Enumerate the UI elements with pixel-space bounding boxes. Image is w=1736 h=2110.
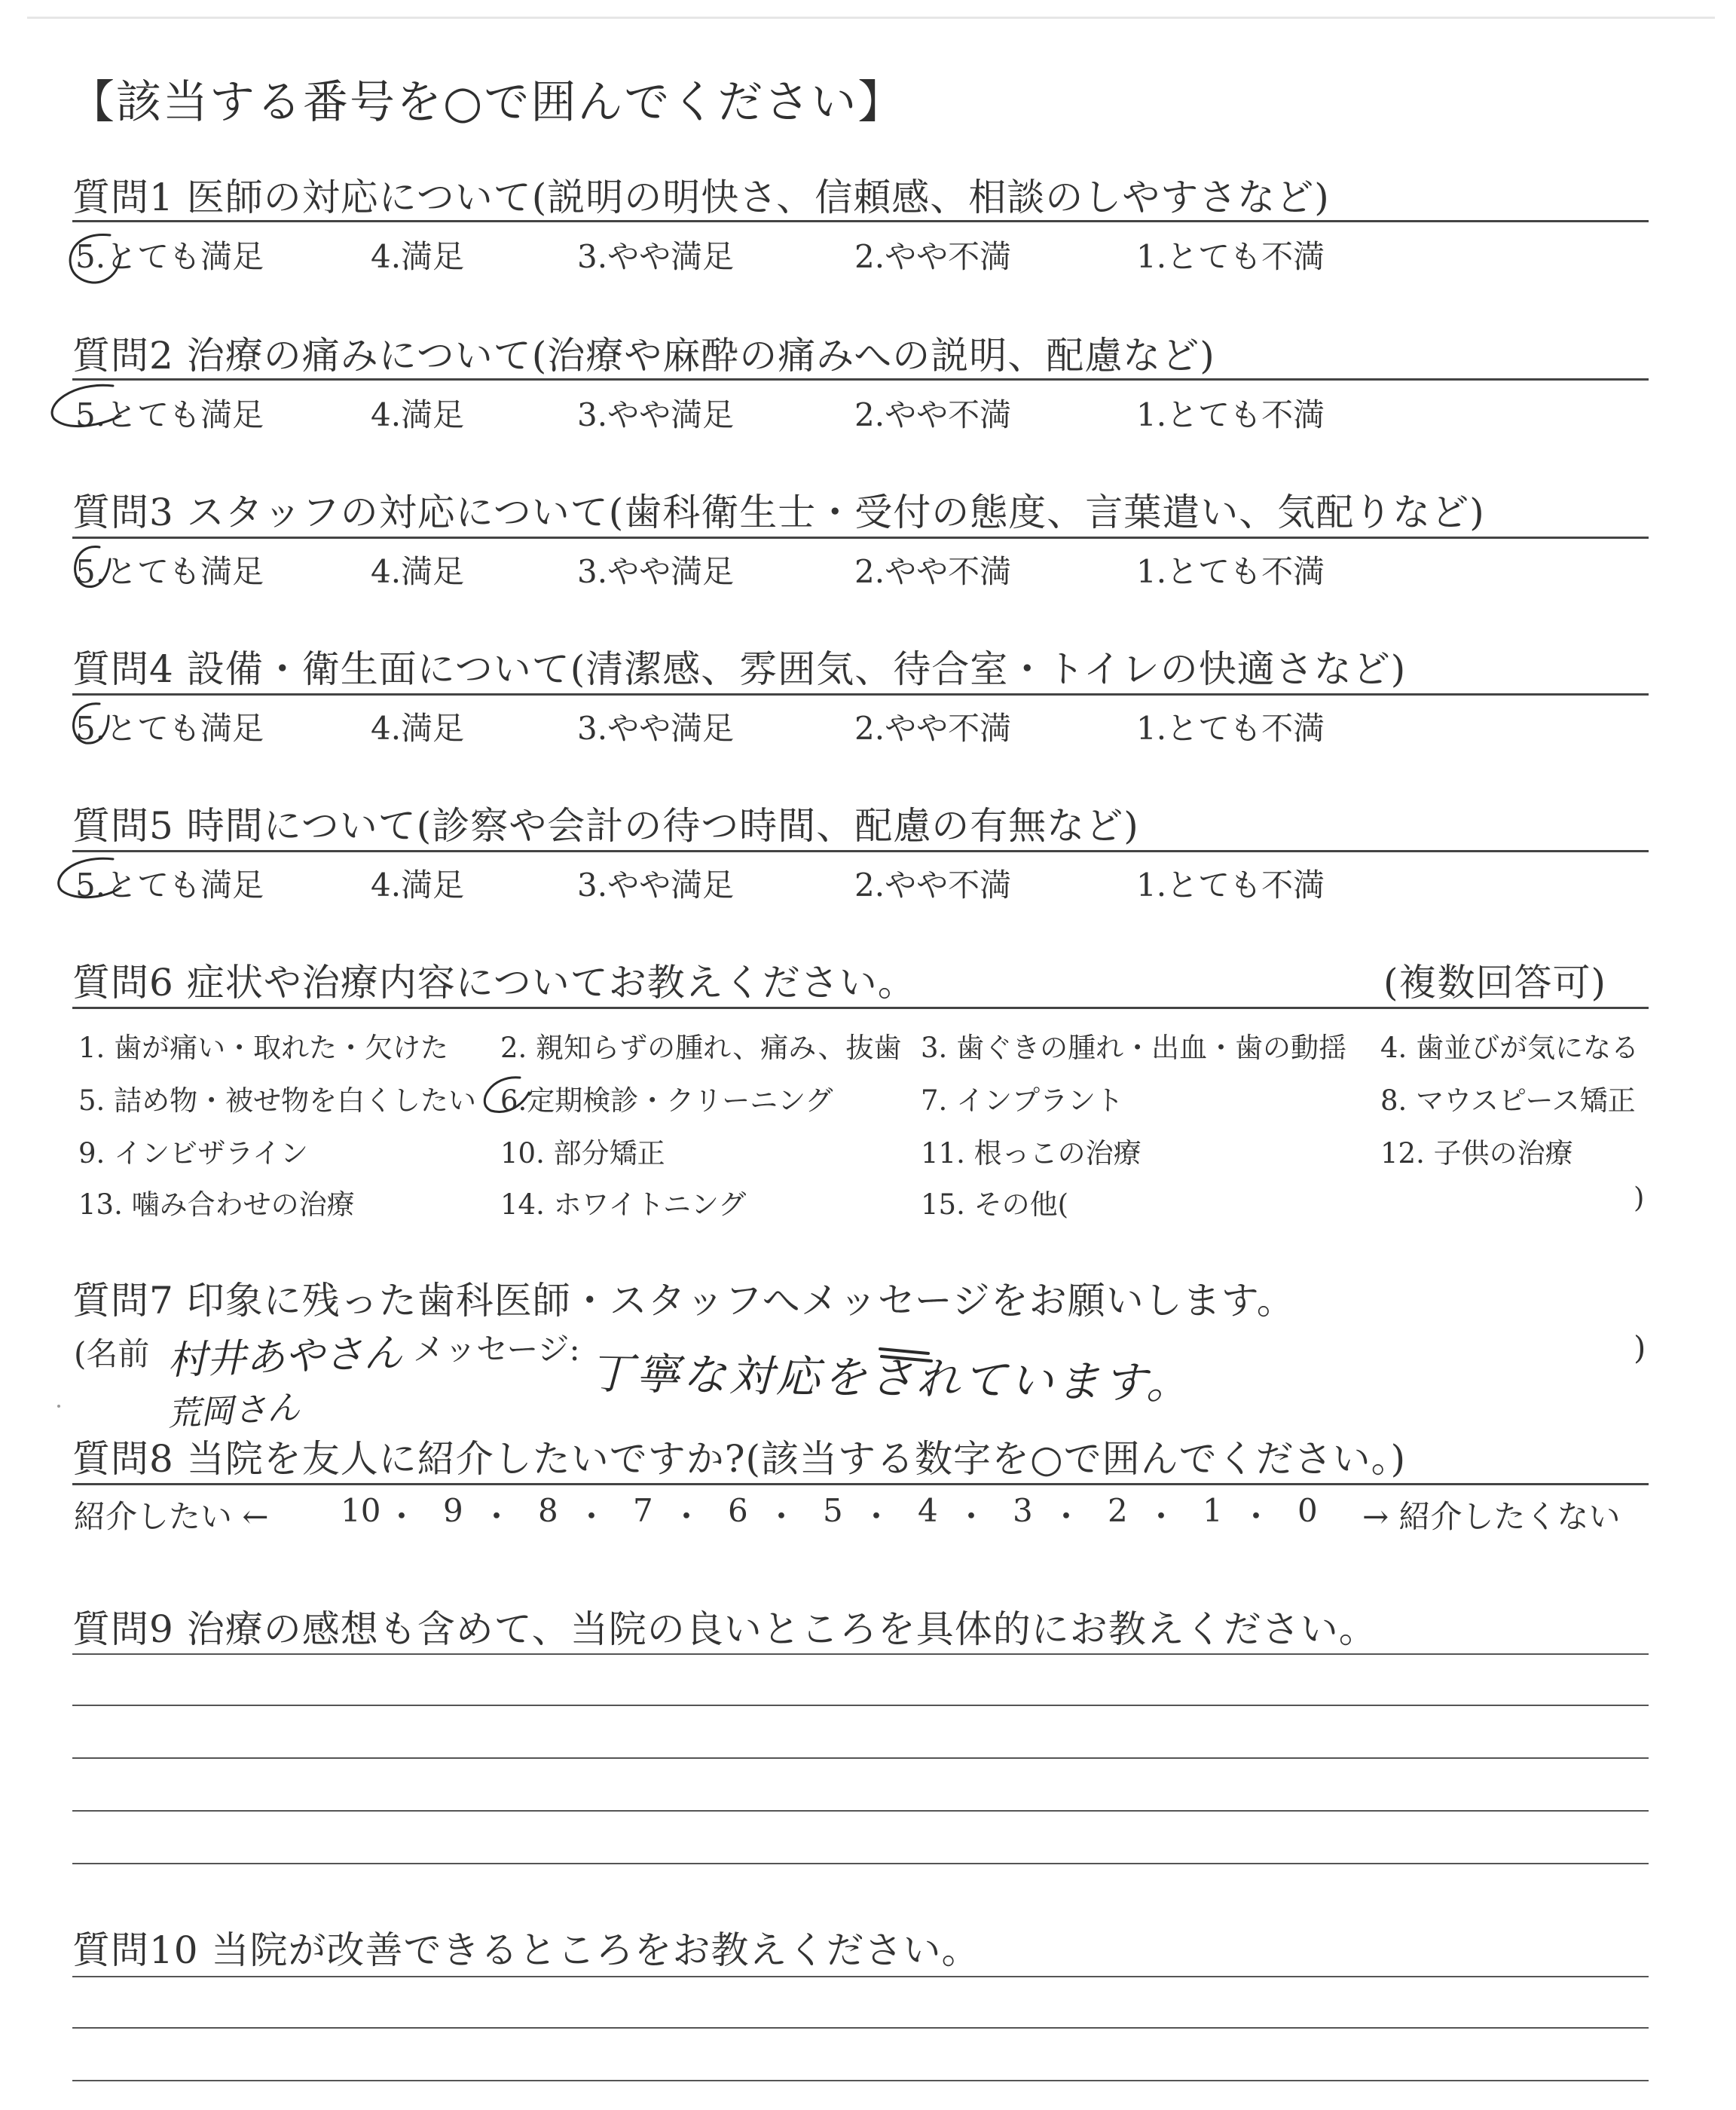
- scan-edge-line: [27, 17, 1715, 19]
- q8-left-label: 紹介したい ←: [74, 1498, 269, 1535]
- q8-scale-separator: ・: [386, 1498, 418, 1535]
- question-5-label: 質問5 時間について(診察や会計の待つ時間、配慮の有無など): [72, 804, 1139, 848]
- q2-option-4[interactable]: 4.満足: [371, 396, 465, 433]
- question-4-label: 質問4 設備・衛生面について(清潔感、雰囲気、待合室・トイレの快適さなど): [72, 647, 1407, 691]
- q8-scale-value-9[interactable]: 9: [443, 1492, 463, 1529]
- q2-option-3[interactable]: 3.やや満足: [577, 396, 735, 433]
- question-2-rule: [72, 378, 1649, 381]
- q8-scale-separator: ・: [576, 1498, 608, 1535]
- q5-option-1[interactable]: 1.とても不満: [1136, 867, 1325, 904]
- q6-option-5[interactable]: 5. 詰め物・被せ物を白くしたい: [78, 1084, 477, 1117]
- q1-option-4[interactable]: 4.満足: [371, 238, 465, 275]
- q6-option-7[interactable]: 7. インプラント: [921, 1084, 1124, 1117]
- q2-option-2[interactable]: 2.やや不満: [854, 396, 1012, 433]
- q8-scale-value-6[interactable]: 6: [728, 1492, 748, 1529]
- q4-option-3[interactable]: 3.やや満足: [577, 710, 735, 747]
- q6-option-4[interactable]: 4. 歯並びが気になる: [1380, 1032, 1640, 1064]
- q3-option-2[interactable]: 2.やや不満: [854, 553, 1012, 590]
- question-4-rule: [72, 693, 1649, 696]
- q6-option-14[interactable]: 14. ホワイトニング: [500, 1188, 747, 1221]
- q3-option-3[interactable]: 3.やや満足: [577, 553, 735, 590]
- q6-other-close-paren: ): [1634, 1182, 1645, 1214]
- q5-option-2[interactable]: 2.やや不満: [854, 867, 1012, 904]
- q3-option-1[interactable]: 1.とても不満: [1136, 553, 1325, 590]
- q6-option-13[interactable]: 13. 噛み合わせの治療: [78, 1188, 355, 1221]
- q9-answer-line-5[interactable]: [72, 1863, 1649, 1864]
- q6-option-3[interactable]: 3. 歯ぐきの腫れ・出血・歯の動揺: [921, 1032, 1347, 1064]
- q7-name-label: (名前: [74, 1335, 150, 1372]
- q8-scale-separator: ・: [1145, 1498, 1178, 1535]
- question-8-label: 質問8 当院を友人に紹介したいですか?(該当する数字を○で囲んでください。): [72, 1437, 1407, 1481]
- q9-answer-line-2[interactable]: [72, 1705, 1649, 1706]
- q6-option-15[interactable]: 15. その他(: [921, 1188, 1069, 1221]
- question-6-rule: [72, 1007, 1649, 1009]
- q7-close-paren: ): [1634, 1329, 1646, 1366]
- q6-option-11[interactable]: 11. 根っこの治療: [921, 1137, 1142, 1170]
- q6-option-6[interactable]: 6.定期検診・クリーニング: [500, 1084, 833, 1117]
- q6-option-10[interactable]: 10. 部分矯正: [500, 1137, 665, 1170]
- q1-option-1[interactable]: 1.とても不満: [1136, 238, 1325, 275]
- q3-option-4[interactable]: 4.満足: [371, 553, 465, 590]
- q9-answer-line-1[interactable]: [72, 1653, 1649, 1655]
- q8-scale-separator: ・: [671, 1498, 703, 1535]
- q4-option-5[interactable]: 5.とても満足: [75, 710, 264, 747]
- q8-scale-separator: ・: [481, 1498, 513, 1535]
- q5-option-5[interactable]: 5.とても満足: [75, 867, 264, 904]
- q8-right-label: → 紹介したくない: [1362, 1498, 1621, 1535]
- q8-scale-value-7[interactable]: 7: [633, 1492, 653, 1529]
- q3-option-5[interactable]: 5.とても満足: [75, 553, 264, 590]
- q10-answer-line-3[interactable]: [72, 2080, 1649, 2081]
- q8-scale-value-10[interactable]: 10: [341, 1492, 381, 1529]
- q7-handwritten-name-1[interactable]: 村井あやさん: [167, 1330, 404, 1384]
- q8-scale-value-4[interactable]: 4: [918, 1492, 938, 1529]
- question-1-rule: [72, 220, 1649, 222]
- question-2-label: 質問2 治療の痛みについて(治療や麻酔の痛みへの説明、配慮など): [72, 334, 1215, 378]
- q8-scale-value-5[interactable]: 5: [823, 1492, 843, 1529]
- question-7-label: 質問7 印象に残った歯科医師・スタッフへメッセージをお願いします。: [72, 1279, 1295, 1323]
- q8-scale-value-1[interactable]: 1: [1203, 1492, 1223, 1529]
- q1-option-3[interactable]: 3.やや満足: [577, 238, 735, 275]
- scan-speck: [57, 1405, 60, 1408]
- q8-scale-value-3[interactable]: 3: [1013, 1492, 1033, 1529]
- question-1-label: 質問1 医師の対応について(説明の明快さ、信頼感、相談のしやすさなど): [72, 176, 1330, 219]
- q7-message-label: メッセージ:: [413, 1331, 580, 1368]
- question-5-rule: [72, 850, 1649, 852]
- q6-option-8[interactable]: 8. マウスピース矯正: [1380, 1084, 1636, 1117]
- question-10-label: 質問10 当院が改善できるところをお教えください。: [72, 1928, 980, 1972]
- q5-option-3[interactable]: 3.やや満足: [577, 867, 735, 904]
- q8-scale-value-8[interactable]: 8: [538, 1492, 558, 1529]
- q1-option-2[interactable]: 2.やや不満: [854, 238, 1012, 275]
- q6-option-12[interactable]: 12. 子供の治療: [1380, 1137, 1573, 1170]
- q8-scale-value-2[interactable]: 2: [1108, 1492, 1128, 1529]
- q8-scale-separator: ・: [955, 1498, 988, 1535]
- q8-scale-separator: ・: [1240, 1498, 1273, 1535]
- q4-option-4[interactable]: 4.満足: [371, 710, 465, 747]
- q6-option-9[interactable]: 9. インビザライン: [78, 1137, 308, 1170]
- q2-option-1[interactable]: 1.とても不満: [1136, 396, 1325, 433]
- q9-answer-line-4[interactable]: [72, 1810, 1649, 1812]
- q6-option-1[interactable]: 1. 歯が痛い・取れた・欠けた: [78, 1032, 449, 1064]
- q10-answer-line-2[interactable]: [72, 2027, 1649, 2029]
- q8-scale-separator: ・: [860, 1498, 893, 1535]
- question-8-rule: [72, 1483, 1649, 1485]
- question-3-rule: [72, 537, 1649, 539]
- q8-scale-value-0[interactable]: 0: [1297, 1492, 1318, 1529]
- question-6-label: 質問6 症状や治療内容についてお教えください。: [72, 961, 916, 1005]
- q8-scale-separator: ・: [766, 1498, 798, 1535]
- q1-option-5[interactable]: 5.とても満足: [75, 238, 264, 275]
- q9-answer-line-3[interactable]: [72, 1757, 1649, 1759]
- q7-handwritten-name-2[interactable]: 荒岡さん: [167, 1388, 301, 1434]
- q10-answer-line-1[interactable]: [72, 1976, 1649, 1977]
- question-9-label: 質問9 治療の感想も含めて、当院の良いところを具体的にお教えください。: [72, 1607, 1377, 1651]
- q4-option-2[interactable]: 2.やや不満: [854, 710, 1012, 747]
- page-title: 【該当する番号を○で囲んでください】: [69, 76, 905, 129]
- question-6-note: (複数回答可): [1383, 961, 1607, 1005]
- q8-scale-separator: ・: [1050, 1498, 1083, 1535]
- q5-option-4[interactable]: 4.満足: [371, 867, 465, 904]
- question-3-label: 質問3 スタッフの対応について(歯科衛生士・受付の態度、言葉遣い、気配りなど): [72, 491, 1485, 534]
- q4-option-1[interactable]: 1.とても不満: [1136, 710, 1325, 747]
- q6-option-2[interactable]: 2. 親知らずの腫れ、痛み、抜歯: [500, 1032, 902, 1064]
- q2-option-5[interactable]: 5.とても満足: [75, 396, 264, 433]
- q7-handwritten-message[interactable]: 丁寧な対応をされています。: [588, 1347, 1194, 1409]
